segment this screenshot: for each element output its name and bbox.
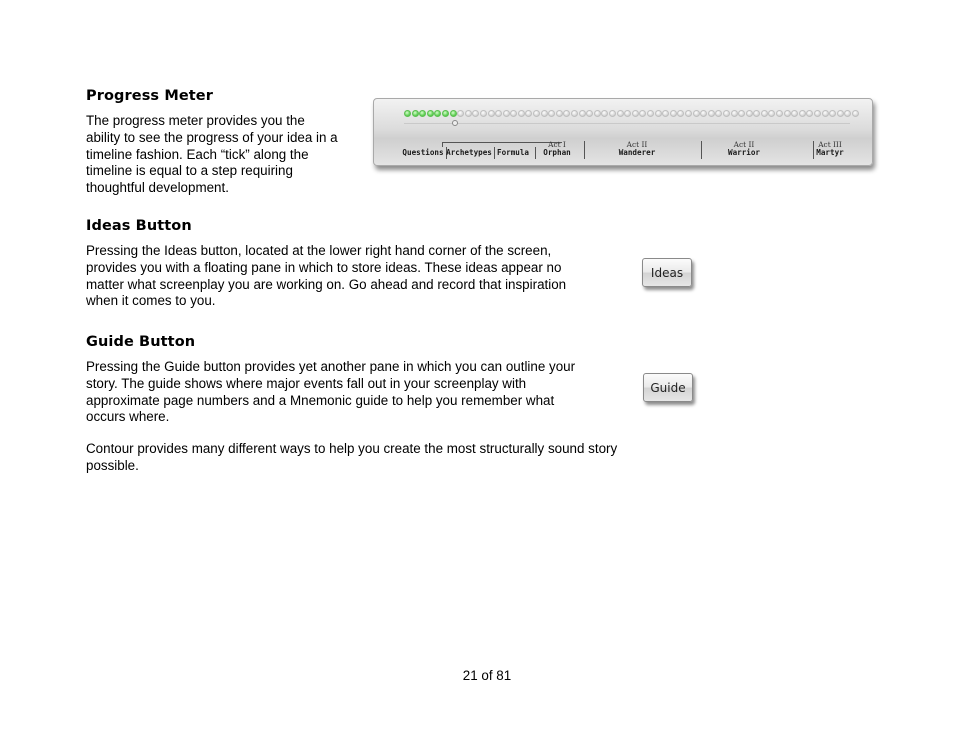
progress-tick xyxy=(662,110,669,117)
progress-tick xyxy=(791,110,798,117)
progress-tick xyxy=(829,110,836,117)
progress-meter-widget xyxy=(373,98,873,166)
progress-tick xyxy=(670,110,677,117)
paragraph-line: approximate page numbers and a Mnemonic guide to help you remember what xyxy=(86,392,555,408)
paragraph-line: possible. xyxy=(86,457,139,473)
progress-tick xyxy=(852,110,859,117)
page-number: 21 of 81 xyxy=(462,668,512,683)
closing-paragraph xyxy=(86,441,617,475)
progress-tick xyxy=(533,110,540,117)
progress-tick xyxy=(731,110,738,117)
act-label-3: Act III xyxy=(818,140,842,149)
progress-tick xyxy=(488,110,495,117)
stage-label-orphan[interactable]: Orphan xyxy=(543,148,571,157)
act-divider xyxy=(701,141,702,159)
progress-tick xyxy=(495,110,502,117)
stage-label-formula[interactable]: Formula xyxy=(496,148,530,157)
progress-tick xyxy=(685,110,692,117)
stage-divider xyxy=(494,147,495,159)
guide-button-paragraph xyxy=(86,359,575,426)
progress-tick xyxy=(617,110,624,117)
progress-tick xyxy=(632,110,639,117)
progress-tick xyxy=(525,110,532,117)
progress-tick xyxy=(746,110,753,117)
paragraph-line: The progress meter provides you the xyxy=(86,113,305,128)
paragraph-line: occurs where. xyxy=(86,409,170,425)
progress-tick xyxy=(806,110,813,117)
progress-tick xyxy=(693,110,700,117)
progress-tick xyxy=(457,110,464,117)
progress-tick xyxy=(510,110,517,117)
progress-tick xyxy=(563,110,570,117)
progress-tick xyxy=(655,110,662,117)
progress-tick xyxy=(837,110,844,117)
progress-tick xyxy=(799,110,806,117)
paragraph-line: when it comes to you. xyxy=(86,293,216,309)
progress-tick xyxy=(768,110,775,117)
progress-meter-heading: Progress Meter xyxy=(86,88,213,104)
progress-tick xyxy=(814,110,821,117)
stage-label-archetypes[interactable]: Archetypes xyxy=(446,148,492,157)
ideas-button[interactable]: Ideas xyxy=(642,258,692,287)
progress-tick xyxy=(708,110,715,117)
act-divider xyxy=(813,141,814,159)
progress-tick-complete xyxy=(404,110,411,117)
paragraph-line: matter what screenplay you are working on. Go ahead and record that inspiration xyxy=(86,276,567,292)
progress-tick-complete xyxy=(434,110,441,117)
paragraph-line: timeline fashion. Each “tick” along the xyxy=(86,146,309,162)
paragraph-line: Contour provides many different ways to help you create the most structurally sound story xyxy=(86,441,618,456)
progress-tick xyxy=(723,110,730,117)
stage-label-questions[interactable]: Questions xyxy=(402,148,444,157)
progress-tick xyxy=(579,110,586,117)
act-label-2a: Act II xyxy=(626,140,648,149)
progress-tick xyxy=(761,110,768,117)
progress-tick xyxy=(639,110,646,117)
paragraph-line: Pressing the Ideas button, located at the lower right hand corner of the screen, xyxy=(86,243,552,258)
act-label-1: Act I xyxy=(548,140,566,149)
progress-tick-complete xyxy=(419,110,426,117)
paragraph-line: Pressing the Guide button provides yet another pane in which you can outline your xyxy=(86,359,576,374)
progress-tick xyxy=(548,110,555,117)
progress-tick-complete xyxy=(450,110,457,117)
progress-tick-complete xyxy=(442,110,449,117)
paragraph-line: story. The guide shows where major events fall out in your screenplay with xyxy=(86,375,527,391)
progress-tick xyxy=(624,110,631,117)
ideas-button-heading: Ideas Button xyxy=(86,218,192,234)
first-stage-bracket xyxy=(442,142,562,143)
progress-meter-paragraph xyxy=(86,113,338,197)
progress-tick xyxy=(776,110,783,117)
progress-tick-complete xyxy=(412,110,419,117)
progress-meter-track-area xyxy=(404,107,850,163)
progress-track-line xyxy=(404,123,850,124)
progress-tick xyxy=(700,110,707,117)
progress-tick xyxy=(647,110,654,117)
progress-tick xyxy=(677,110,684,117)
progress-tick xyxy=(822,110,829,117)
stage-label-warrior[interactable]: Warrior xyxy=(727,148,761,157)
paragraph-line: provides you with a floating pane in which to store ideas. These ideas appear no xyxy=(86,259,562,275)
act-label-2b: Act II xyxy=(733,140,755,149)
progress-tick xyxy=(571,110,578,117)
progress-tick xyxy=(784,110,791,117)
progress-tick xyxy=(609,110,616,117)
paragraph-line: timeline is equal to a step requiring xyxy=(86,163,293,179)
guide-button[interactable]: Guide xyxy=(643,373,693,402)
progress-tick xyxy=(586,110,593,117)
progress-tick xyxy=(844,110,851,117)
progress-tick xyxy=(480,110,487,117)
progress-tick-complete xyxy=(427,110,434,117)
progress-cursor-icon[interactable] xyxy=(452,120,458,126)
progress-tick xyxy=(465,110,472,117)
progress-tick xyxy=(503,110,510,117)
progress-tick xyxy=(518,110,525,117)
ideas-button-paragraph xyxy=(86,243,566,310)
progress-tick xyxy=(738,110,745,117)
progress-tick xyxy=(601,110,608,117)
stage-divider xyxy=(442,142,443,147)
paragraph-line: thoughtful development. xyxy=(86,180,229,196)
stage-label-wanderer[interactable]: Wanderer xyxy=(618,148,656,157)
progress-tick xyxy=(556,110,563,117)
guide-button-heading: Guide Button xyxy=(86,334,196,350)
stage-divider xyxy=(535,147,536,159)
progress-tick xyxy=(715,110,722,117)
paragraph-line: ability to see the progress of your idea in a xyxy=(86,129,338,145)
progress-tick xyxy=(541,110,548,117)
progress-tick xyxy=(753,110,760,117)
stage-label-martyr[interactable]: Martyr xyxy=(816,148,844,157)
progress-tick xyxy=(472,110,479,117)
progress-tick xyxy=(594,110,601,117)
act-divider xyxy=(584,141,585,159)
